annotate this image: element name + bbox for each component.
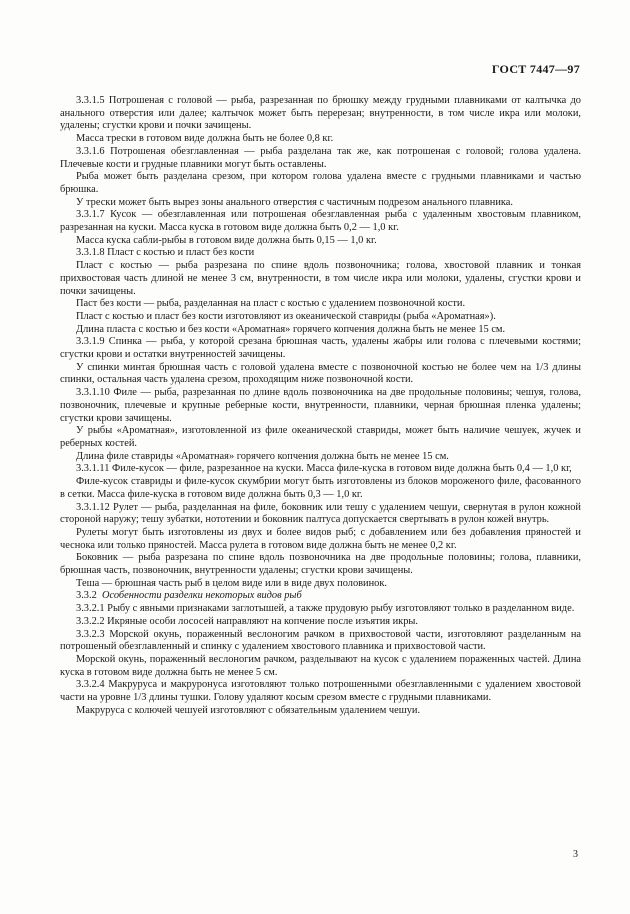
- paragraph: 3.3.1.9 Спинка — рыба, у которой срезана брюшная часть, удалены жабры или голова с плечевыми костями; сгустки крови и остатки внутренностей зачищены.: [60, 336, 581, 361]
- paragraph: 3.3.1.5 Потрошеная с головой — рыба, разрезанная по брюшку между грудными плавниками от калтычка до анального отверстия или далее; калтычок может быть перерезан; внутренности, в том числе икра или молоки, удалены; сгустки крови и почки зачищены.: [60, 95, 581, 132]
- paragraph: Рулеты могут быть изготовлены из двух и более видов рыб; с добавлением или без добавления пряностей и чеснока или только пряностей. Масса рулета в готовом виде должна быть не менее 0,2 кг.: [60, 526, 581, 551]
- paragraph: 3.3.2.4 Макруруса и макруронуса изготовляют только потрошенными обезглавленными с удалением хвостовой части на уровне 1/3 длины тушки. Голову удаляют косым срезом вместе с грудными плавниками.: [60, 679, 581, 704]
- paragraph: 3.3.1.8 Пласт с костью и пласт без кости: [76, 247, 255, 259]
- paragraph: Пласт с костью — рыба разрезана по спине вдоль позвоночника; голова, хвостовой плавник и тонкая прихвостовая часть длиной не менее 3 см, внутренности, в том числе икра или молоки, удалены, сгустки крови и почки зачищены.: [60, 260, 581, 297]
- section-title: Особенности разделки некоторых видов рыб: [101, 590, 302, 602]
- paragraph: У трески может быть вырез зоны анального отверстия с частичным подрезом анального плавника.: [76, 196, 513, 208]
- paragraph: Филе-кусок ставриды и филе-кусок скумбрии могут быть изготовлены из блоков мороженого филе, фасованного в сетки. Масса филе-куска в готовом виде должна быть 0,3 — 1,0 кг.: [60, 476, 581, 500]
- paragraph: У рыбы «Ароматная», изготовленной из филе океанической ставриды, может быть наличие чешуек, жучек и реберных костей.: [60, 425, 581, 449]
- paragraph: Длина пласта с костью и без кости «Ароматная» горячего копчения должна быть не менее 15 см.: [76, 323, 506, 335]
- paragraph: 3.3.2.1 Рыбу с явными признаками заглотышей, а также прудовую рыбу изготовляют только в разделанном виде.: [76, 603, 575, 615]
- section-heading: [60, 590, 581, 603]
- paragraph: 3.3.2.3 Морской окунь, пораженный веслоногим рачком в прихвостовой части, изготовляют разделанным на потрошеный обезглавленный и спинку с удалением хвостового плавника и прихвостовой части.: [60, 628, 581, 653]
- paragraph: Теша — брюшная часть рыб в целом виде или в виде двух половинок.: [76, 577, 388, 589]
- document-body: [60, 95, 581, 717]
- page-number: 3: [573, 849, 578, 860]
- paragraph: Пласт с костью и пласт без кости изготовляют из океанической ставриды (рыба «Ароматная»).: [76, 310, 496, 322]
- paragraph: 3.3.1.6 Потрошеная обезглавленная — рыба разделана так же, как потрошеная с головой; голова удалена. Плечевые кости и грудные плавники могут быть оставлены.: [60, 145, 581, 170]
- paragraph: Макруруса с колючей чешуей изготовляют с обязательным удалением чешуи.: [76, 704, 421, 716]
- paragraph: Паст без кости — рыба, разделанная на пласт с костью с удалением позвоночной кости.: [76, 298, 466, 310]
- paragraph: 3.3.1.10 Филе — рыба, разрезанная по длине вдоль позвоночника на две продольные половины; чешуя, голова, позвоночник, плечевые и крупные реберные кости, внутренности, плавники, черная брюшная пленка удалены; сгустки крови зачищены.: [60, 387, 581, 424]
- paragraph: 3.3.1.7 Кусок — обезглавленная или потрошеная обезглавленная рыба с удаленным хвостовым плавником, разрезанная на куски. Масса куска в готовом виде должна быть 0,2 — 1,0 кг.: [60, 209, 581, 234]
- section-number: 3.3.2: [76, 590, 97, 602]
- paragraph: Рыба может быть разделана срезом, при котором голова удалена вместе с грудными плавниками и частью брюшка.: [60, 171, 581, 195]
- paragraph: 3.3.1.12 Рулет — рыба, разделанная на филе, боковник или тешу с удалением чешуи, свернутая в рулон кожной стороной наружу; тешу зубатки, нототении и боковник палтуса допускается свертывать в рулон кожей внутрь.: [60, 501, 581, 526]
- paragraph: 3.3.2.2 Икряные особи лососей направляют на копчение после изъятия икры.: [76, 615, 419, 627]
- paragraph: Морской окунь, пораженный веслоногим рачком, разделывают на кусок с удалением пораженных частей. Длина куска в готовом виде должна быть не менее 5 см.: [60, 653, 581, 678]
- paragraph: У спинки минтая брюшная часть с головой удалена вместе с позвоночной костью не более чем на 1/3 длины спинки, остальная часть удалена срезом, проходящим ниже позвоночной кости.: [60, 361, 581, 386]
- paragraph: Боковник — рыба разрезана по спине вдоль позвоночника на две продольные половины; голова, плавники, брюшная часть, позвоночник, внутренности удалены; сгустки крови зачищены.: [60, 552, 581, 577]
- paragraph: Масса трески в готовом виде должна быть не более 0,8 кг.: [76, 133, 334, 145]
- standard-header: ГОСТ 7447—97: [491, 62, 580, 76]
- paragraph: 3.3.1.11 Филе-кусок — филе, разрезанное на куски. Масса филе-куска в готовом виде должна быть 0,4 — 1,0 кг,: [76, 463, 572, 475]
- paragraph: Длина филе ставриды «Ароматная» горячего копчения должна быть не менее 15 см.: [76, 450, 449, 462]
- paragraph: Масса куска сабли-рыбы в готовом виде должна быть 0,15 — 1,0 кг.: [76, 234, 377, 246]
